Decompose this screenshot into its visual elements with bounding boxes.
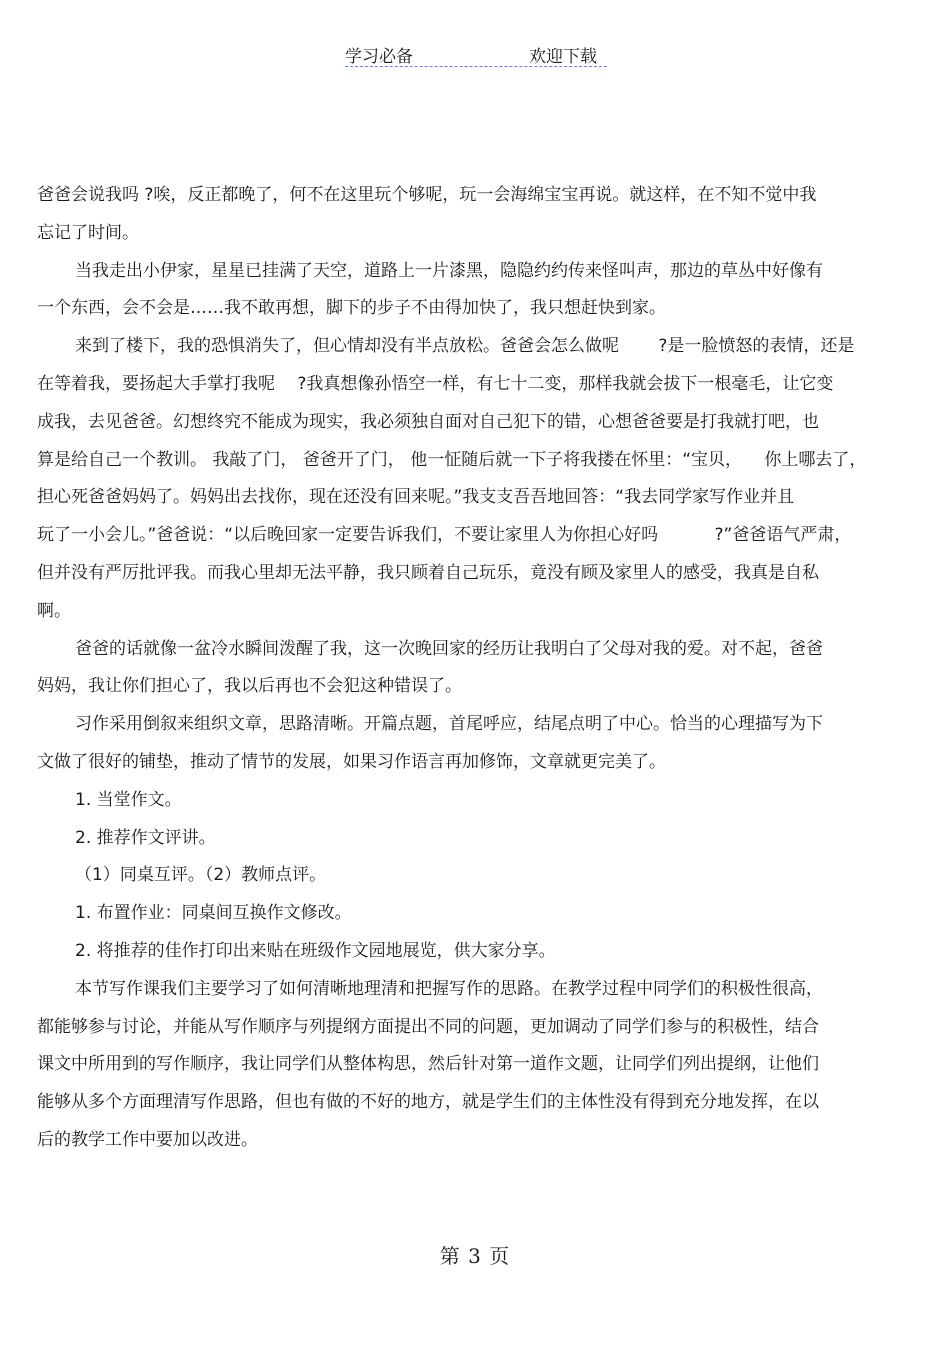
page-number: 第 3 页 [439, 1244, 511, 1268]
text-line: 但并没有严厉批评我。而我心里却无法平静，我只顾着自己玩乐，竟没有顾及家里人的感受，我真是自私 [37, 562, 819, 583]
text-line: 在等着我，要扬起大手掌打我呢 ?我真想像孙悟空一样，有七十二变，那样我就会拔下一根毫毛，让它变 [37, 373, 834, 394]
text-line: 当我走出小伊家，星星已挂满了天空，道路上一片漆黑，隐隐约约传来怪叫声，那边的草丛中好像有 [75, 260, 823, 281]
text-line: 忘记了时间。 [37, 222, 139, 243]
document-body [37, 177, 917, 1160]
text-line: 来到了楼下，我的恐惧消失了，但心情却没有半点放松。爸爸会怎么做呢 ?是一脸愤怒的表情，还是 [75, 336, 855, 357]
text-line: 玩了一小会儿。”爸爸说：“以后晚回家一定要告诉我们，不要让家里人为你担心好吗 ?”爸爸语气严肃， [37, 525, 852, 546]
header-right-text: 欢迎下载 [529, 47, 597, 67]
text-line: 成我，去见爸爸。幻想终究不能成为现实，我必须独自面对自己犯下的错，心想爸爸要是打我就打吧，也 [37, 411, 819, 432]
text-line: 习作采用倒叙来组织文章，思路清晰。开篇点题，首尾呼应，结尾点明了中心。恰当的心理描写为下 [75, 714, 823, 735]
text-line: 算是给自己一个教训。 我敲了门， 爸爸开了门， 他一怔随后就一下子将我搂在怀里：“宝贝， 你上哪去了， [37, 449, 867, 470]
text-line: 文做了很好的铺垫，推动了情节的发展，如果习作语言再加修饰，文章就更完美了。 [37, 751, 666, 772]
text-line: 1. 布置作业：同桌间互换作文修改。 [75, 903, 352, 924]
text-line: 本节写作课我们主要学习了如何清晰地理清和把握写作的思路。在教学过程中同学们的积极性很高， [75, 978, 823, 999]
text-line: 爸爸会说我吗 ?唉，反正都晚了，何不在这里玩个够呢，玩一会海绵宝宝再说。就这样，在不知不觉中我 [37, 185, 817, 205]
text-line: 课文中所用到的写作顺序，我让同学们从整体构思，然后针对第一道作文题，让同学们列出提纲，让他们 [37, 1054, 819, 1075]
text-line: 1. 当堂作文。 [75, 789, 182, 810]
text-line: 后的教学工作中要加以改进。 [37, 1129, 258, 1150]
text-line: （1）同桌互评。（2）教师点评。 [75, 865, 327, 886]
text-line: 2. 推荐作文评讲。 [75, 827, 216, 848]
text-line: 2. 将推荐的佳作打印出来贴在班级作文园地展览，供大家分享。 [75, 940, 556, 961]
text-line: 啊。 [37, 600, 71, 621]
page-header [345, 40, 607, 67]
text-line: 一个东西，会不会是……我不敢再想，脚下的步子不由得加快了，我只想赶快到家。 [37, 298, 666, 319]
header-left-text: 学习必备 [345, 47, 413, 67]
text-line: 妈妈，我让你们担心了，我以后再也不会犯这种错误了。 [37, 676, 462, 697]
text-line: 能够从多个方面理清写作思路，但也有做的不好的地方，就是学生们的主体性没有得到充分地发挥，在以 [37, 1092, 819, 1113]
text-line: 都能够参与讨论，并能从写作顺序与列提纲方面提出不同的问题，更加调动了同学们参与的积极性，结合 [37, 1016, 819, 1037]
text-line: 爸爸的话就像一盆冷水瞬间泼醒了我，这一次晚回家的经历让我明白了父母对我的爱。对不起，爸爸 [75, 638, 823, 659]
text-line: 担心死爸爸妈妈了。妈妈出去找你，现在还没有回来呢。”我支支吾吾地回答：“我去同学家写作业并且 [37, 487, 795, 508]
